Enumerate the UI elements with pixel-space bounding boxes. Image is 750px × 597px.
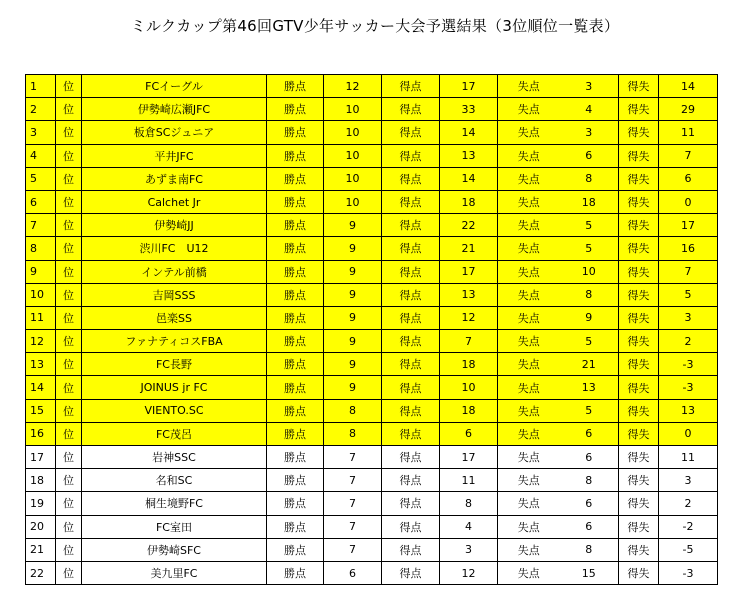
rank-cell: 21 bbox=[26, 538, 56, 561]
goal-diff-label: 得失 bbox=[619, 214, 659, 237]
goals-against-label: 失点 bbox=[498, 422, 560, 445]
goals-for-value: 10 bbox=[440, 376, 498, 399]
goals-for-value: 17 bbox=[440, 446, 498, 469]
rank-suffix: 位 bbox=[56, 561, 82, 584]
rank-cell: 9 bbox=[26, 260, 56, 283]
goals-against-label: 失点 bbox=[498, 515, 560, 538]
rank-suffix: 位 bbox=[56, 422, 82, 445]
win-points-label: 勝点 bbox=[267, 515, 324, 538]
goals-against-value: 9 bbox=[560, 306, 619, 329]
win-points-label: 勝点 bbox=[267, 469, 324, 492]
win-points-value: 9 bbox=[324, 306, 382, 329]
goals-against-value: 6 bbox=[560, 492, 619, 515]
table-row bbox=[26, 260, 718, 283]
rank-cell: 8 bbox=[26, 237, 56, 260]
team-name: 伊勢崎SFC bbox=[82, 538, 267, 561]
rank-suffix: 位 bbox=[56, 190, 82, 213]
table-row bbox=[26, 561, 718, 584]
goals-against-value: 8 bbox=[560, 283, 619, 306]
win-points-label: 勝点 bbox=[267, 75, 324, 98]
goal-diff-value: 6 bbox=[659, 167, 718, 190]
rank-suffix: 位 bbox=[56, 167, 82, 190]
goals-against-label: 失点 bbox=[498, 214, 560, 237]
rank-suffix: 位 bbox=[56, 306, 82, 329]
win-points-label: 勝点 bbox=[267, 190, 324, 213]
goals-against-value: 6 bbox=[560, 144, 619, 167]
win-points-label: 勝点 bbox=[267, 538, 324, 561]
goals-for-label: 得点 bbox=[382, 353, 440, 376]
goals-against-value: 18 bbox=[560, 190, 619, 213]
team-name: FC室田 bbox=[82, 515, 267, 538]
win-points-label: 勝点 bbox=[267, 306, 324, 329]
rank-suffix: 位 bbox=[56, 121, 82, 144]
goals-against-label: 失点 bbox=[498, 376, 560, 399]
goal-diff-label: 得失 bbox=[619, 469, 659, 492]
goal-diff-label: 得失 bbox=[619, 399, 659, 422]
goals-for-label: 得点 bbox=[382, 144, 440, 167]
rank-suffix: 位 bbox=[56, 376, 82, 399]
team-name: インテル前橋 bbox=[82, 260, 267, 283]
goal-diff-label: 得失 bbox=[619, 330, 659, 353]
rank-suffix: 位 bbox=[56, 330, 82, 353]
team-name: VIENTO.SC bbox=[82, 399, 267, 422]
rank-cell: 4 bbox=[26, 144, 56, 167]
goals-for-label: 得点 bbox=[382, 515, 440, 538]
goal-diff-value: 7 bbox=[659, 260, 718, 283]
win-points-value: 6 bbox=[324, 561, 382, 584]
goal-diff-value: 2 bbox=[659, 492, 718, 515]
win-points-value: 9 bbox=[324, 376, 382, 399]
win-points-value: 7 bbox=[324, 538, 382, 561]
goal-diff-label: 得失 bbox=[619, 283, 659, 306]
rank-cell: 16 bbox=[26, 422, 56, 445]
goals-for-label: 得点 bbox=[382, 446, 440, 469]
win-points-label: 勝点 bbox=[267, 353, 324, 376]
team-name: FC茂呂 bbox=[82, 422, 267, 445]
table-row bbox=[26, 492, 718, 515]
goal-diff-label: 得失 bbox=[619, 306, 659, 329]
rank-cell: 18 bbox=[26, 469, 56, 492]
win-points-label: 勝点 bbox=[267, 330, 324, 353]
goal-diff-value: 2 bbox=[659, 330, 718, 353]
goal-diff-label: 得失 bbox=[619, 353, 659, 376]
win-points-label: 勝点 bbox=[267, 214, 324, 237]
goals-for-value: 4 bbox=[440, 515, 498, 538]
win-points-value: 8 bbox=[324, 422, 382, 445]
rank-suffix: 位 bbox=[56, 237, 82, 260]
win-points-label: 勝点 bbox=[267, 121, 324, 144]
team-name: 邑楽SS bbox=[82, 306, 267, 329]
goals-against-value: 3 bbox=[560, 121, 619, 144]
table-row bbox=[26, 353, 718, 376]
goal-diff-label: 得失 bbox=[619, 538, 659, 561]
goal-diff-value: 16 bbox=[659, 237, 718, 260]
win-points-value: 9 bbox=[324, 214, 382, 237]
goals-against-label: 失点 bbox=[498, 446, 560, 469]
rank-suffix: 位 bbox=[56, 353, 82, 376]
rank-cell: 2 bbox=[26, 98, 56, 121]
team-name: 渋川FC U12 bbox=[82, 237, 267, 260]
rank-suffix: 位 bbox=[56, 492, 82, 515]
goal-diff-label: 得失 bbox=[619, 515, 659, 538]
win-points-value: 7 bbox=[324, 515, 382, 538]
goal-diff-value: -3 bbox=[659, 353, 718, 376]
win-points-value: 9 bbox=[324, 237, 382, 260]
rank-suffix: 位 bbox=[56, 538, 82, 561]
win-points-label: 勝点 bbox=[267, 399, 324, 422]
rank-suffix: 位 bbox=[56, 214, 82, 237]
win-points-value: 10 bbox=[324, 190, 382, 213]
goals-for-value: 17 bbox=[440, 75, 498, 98]
goal-diff-label: 得失 bbox=[619, 260, 659, 283]
table-row bbox=[26, 446, 718, 469]
goals-for-value: 22 bbox=[440, 214, 498, 237]
table-row bbox=[26, 538, 718, 561]
goal-diff-label: 得失 bbox=[619, 422, 659, 445]
goals-against-value: 5 bbox=[560, 237, 619, 260]
table-row bbox=[26, 399, 718, 422]
win-points-label: 勝点 bbox=[267, 237, 324, 260]
goals-against-value: 3 bbox=[560, 75, 619, 98]
goal-diff-value: -3 bbox=[659, 561, 718, 584]
goals-against-label: 失点 bbox=[498, 237, 560, 260]
goals-against-label: 失点 bbox=[498, 330, 560, 353]
goal-diff-label: 得失 bbox=[619, 237, 659, 260]
goals-for-label: 得点 bbox=[382, 283, 440, 306]
table-row bbox=[26, 121, 718, 144]
goal-diff-value: -3 bbox=[659, 376, 718, 399]
goals-for-value: 18 bbox=[440, 399, 498, 422]
goals-for-label: 得点 bbox=[382, 538, 440, 561]
goals-against-label: 失点 bbox=[498, 306, 560, 329]
table-row bbox=[26, 330, 718, 353]
rank-suffix: 位 bbox=[56, 399, 82, 422]
rank-cell: 7 bbox=[26, 214, 56, 237]
goals-for-label: 得点 bbox=[382, 214, 440, 237]
team-name: 板倉SCジュニア bbox=[82, 121, 267, 144]
goals-against-value: 8 bbox=[560, 538, 619, 561]
win-points-value: 10 bbox=[324, 167, 382, 190]
table-row bbox=[26, 98, 718, 121]
win-points-value: 10 bbox=[324, 121, 382, 144]
win-points-value: 7 bbox=[324, 446, 382, 469]
goal-diff-label: 得失 bbox=[619, 75, 659, 98]
win-points-value: 10 bbox=[324, 144, 382, 167]
goals-against-label: 失点 bbox=[498, 283, 560, 306]
rank-cell: 6 bbox=[26, 190, 56, 213]
win-points-value: 7 bbox=[324, 492, 382, 515]
goal-diff-value: 13 bbox=[659, 399, 718, 422]
goal-diff-label: 得失 bbox=[619, 492, 659, 515]
goal-diff-value: 7 bbox=[659, 144, 718, 167]
rank-cell: 19 bbox=[26, 492, 56, 515]
goals-against-value: 15 bbox=[560, 561, 619, 584]
rank-cell: 3 bbox=[26, 121, 56, 144]
win-points-value: 7 bbox=[324, 469, 382, 492]
goals-against-label: 失点 bbox=[498, 561, 560, 584]
win-points-value: 12 bbox=[324, 75, 382, 98]
goals-against-value: 6 bbox=[560, 422, 619, 445]
goals-for-label: 得点 bbox=[382, 260, 440, 283]
team-name: あずま南FC bbox=[82, 167, 267, 190]
goals-for-value: 17 bbox=[440, 260, 498, 283]
table-row bbox=[26, 75, 718, 98]
rank-cell: 11 bbox=[26, 306, 56, 329]
table-row bbox=[26, 237, 718, 260]
rank-cell: 5 bbox=[26, 167, 56, 190]
win-points-label: 勝点 bbox=[267, 283, 324, 306]
team-name: 名和SC bbox=[82, 469, 267, 492]
goal-diff-value: -2 bbox=[659, 515, 718, 538]
team-name: FC長野 bbox=[82, 353, 267, 376]
rank-suffix: 位 bbox=[56, 75, 82, 98]
goals-for-label: 得点 bbox=[382, 561, 440, 584]
win-points-label: 勝点 bbox=[267, 492, 324, 515]
team-name: JOINUS jr FC bbox=[82, 376, 267, 399]
goal-diff-value: 3 bbox=[659, 306, 718, 329]
goals-against-value: 8 bbox=[560, 469, 619, 492]
rank-cell: 15 bbox=[26, 399, 56, 422]
goals-against-label: 失点 bbox=[498, 144, 560, 167]
goals-for-label: 得点 bbox=[382, 469, 440, 492]
goals-against-label: 失点 bbox=[498, 98, 560, 121]
table-row bbox=[26, 283, 718, 306]
goal-diff-label: 得失 bbox=[619, 190, 659, 213]
table-row bbox=[26, 144, 718, 167]
goals-against-value: 5 bbox=[560, 399, 619, 422]
goals-against-value: 21 bbox=[560, 353, 619, 376]
team-name: FCイーグル bbox=[82, 75, 267, 98]
goals-for-value: 18 bbox=[440, 353, 498, 376]
goals-against-value: 6 bbox=[560, 446, 619, 469]
goal-diff-label: 得失 bbox=[619, 167, 659, 190]
goals-for-label: 得点 bbox=[382, 98, 440, 121]
goals-for-value: 18 bbox=[440, 190, 498, 213]
win-points-label: 勝点 bbox=[267, 446, 324, 469]
goals-for-value: 12 bbox=[440, 306, 498, 329]
goals-for-value: 33 bbox=[440, 98, 498, 121]
rank-cell: 1 bbox=[26, 75, 56, 98]
goals-for-value: 11 bbox=[440, 469, 498, 492]
goals-for-label: 得点 bbox=[382, 492, 440, 515]
goals-against-label: 失点 bbox=[498, 75, 560, 98]
goals-against-label: 失点 bbox=[498, 353, 560, 376]
goals-for-value: 21 bbox=[440, 237, 498, 260]
goals-for-label: 得点 bbox=[382, 167, 440, 190]
team-name: 岩神SSC bbox=[82, 446, 267, 469]
goals-for-value: 14 bbox=[440, 167, 498, 190]
win-points-label: 勝点 bbox=[267, 98, 324, 121]
goals-against-label: 失点 bbox=[498, 260, 560, 283]
team-name: 伊勢崎JJ bbox=[82, 214, 267, 237]
win-points-label: 勝点 bbox=[267, 167, 324, 190]
table-row bbox=[26, 306, 718, 329]
goal-diff-value: 0 bbox=[659, 422, 718, 445]
page-title: ミルクカップ第46回GTV少年サッカー大会予選結果（3位順位一覧表） bbox=[130, 17, 620, 35]
goal-diff-label: 得失 bbox=[619, 446, 659, 469]
goal-diff-value: 17 bbox=[659, 214, 718, 237]
team-name: Calchet Jr bbox=[82, 190, 267, 213]
goals-for-label: 得点 bbox=[382, 376, 440, 399]
goals-for-label: 得点 bbox=[382, 121, 440, 144]
goals-against-label: 失点 bbox=[498, 167, 560, 190]
goals-against-label: 失点 bbox=[498, 538, 560, 561]
goals-against-value: 5 bbox=[560, 330, 619, 353]
team-name: 平井JFC bbox=[82, 144, 267, 167]
win-points-label: 勝点 bbox=[267, 422, 324, 445]
table-row bbox=[26, 190, 718, 213]
table-row bbox=[26, 515, 718, 538]
win-points-value: 9 bbox=[324, 260, 382, 283]
goals-for-value: 7 bbox=[440, 330, 498, 353]
goals-for-label: 得点 bbox=[382, 75, 440, 98]
goals-for-label: 得点 bbox=[382, 237, 440, 260]
rank-suffix: 位 bbox=[56, 283, 82, 306]
goal-diff-value: -5 bbox=[659, 538, 718, 561]
goals-for-value: 14 bbox=[440, 121, 498, 144]
rank-cell: 17 bbox=[26, 446, 56, 469]
win-points-label: 勝点 bbox=[267, 561, 324, 584]
standings-body bbox=[26, 75, 718, 585]
rank-cell: 20 bbox=[26, 515, 56, 538]
goal-diff-label: 得失 bbox=[619, 144, 659, 167]
team-name: ファナティコスFBA bbox=[82, 330, 267, 353]
win-points-label: 勝点 bbox=[267, 260, 324, 283]
goals-for-value: 3 bbox=[440, 538, 498, 561]
rank-cell: 12 bbox=[26, 330, 56, 353]
table-row bbox=[26, 376, 718, 399]
goals-against-value: 10 bbox=[560, 260, 619, 283]
win-points-label: 勝点 bbox=[267, 144, 324, 167]
team-name: 桐生境野FC bbox=[82, 492, 267, 515]
rank-suffix: 位 bbox=[56, 144, 82, 167]
goal-diff-value: 3 bbox=[659, 469, 718, 492]
team-name: 伊勢崎広瀬JFC bbox=[82, 98, 267, 121]
goals-against-value: 4 bbox=[560, 98, 619, 121]
goals-against-label: 失点 bbox=[498, 492, 560, 515]
win-points-value: 9 bbox=[324, 283, 382, 306]
standings-table bbox=[25, 74, 718, 585]
rank-suffix: 位 bbox=[56, 515, 82, 538]
goal-diff-label: 得失 bbox=[619, 121, 659, 144]
goals-for-label: 得点 bbox=[382, 330, 440, 353]
rank-cell: 10 bbox=[26, 283, 56, 306]
goals-against-value: 6 bbox=[560, 515, 619, 538]
rank-cell: 22 bbox=[26, 561, 56, 584]
goals-for-value: 13 bbox=[440, 144, 498, 167]
goal-diff-value: 11 bbox=[659, 446, 718, 469]
table-row bbox=[26, 469, 718, 492]
win-points-label: 勝点 bbox=[267, 376, 324, 399]
goals-for-label: 得点 bbox=[382, 422, 440, 445]
goals-for-label: 得点 bbox=[382, 306, 440, 329]
goal-diff-value: 29 bbox=[659, 98, 718, 121]
win-points-value: 9 bbox=[324, 353, 382, 376]
team-name: 吉岡SSS bbox=[82, 283, 267, 306]
win-points-value: 8 bbox=[324, 399, 382, 422]
goals-for-label: 得点 bbox=[382, 399, 440, 422]
goals-for-label: 得点 bbox=[382, 190, 440, 213]
rank-cell: 14 bbox=[26, 376, 56, 399]
goals-against-label: 失点 bbox=[498, 469, 560, 492]
goals-for-value: 12 bbox=[440, 561, 498, 584]
goal-diff-label: 得失 bbox=[619, 376, 659, 399]
rank-suffix: 位 bbox=[56, 98, 82, 121]
goals-for-value: 6 bbox=[440, 422, 498, 445]
goal-diff-value: 11 bbox=[659, 121, 718, 144]
goals-against-label: 失点 bbox=[498, 190, 560, 213]
table-row bbox=[26, 422, 718, 445]
goals-against-label: 失点 bbox=[498, 121, 560, 144]
goal-diff-value: 5 bbox=[659, 283, 718, 306]
win-points-value: 10 bbox=[324, 98, 382, 121]
table-row bbox=[26, 214, 718, 237]
win-points-value: 9 bbox=[324, 330, 382, 353]
goals-for-value: 8 bbox=[440, 492, 498, 515]
rank-cell: 13 bbox=[26, 353, 56, 376]
team-name: 美九里FC bbox=[82, 561, 267, 584]
table-row bbox=[26, 167, 718, 190]
goals-for-value: 13 bbox=[440, 283, 498, 306]
goals-against-value: 13 bbox=[560, 376, 619, 399]
goal-diff-value: 14 bbox=[659, 75, 718, 98]
goals-against-value: 8 bbox=[560, 167, 619, 190]
goals-against-label: 失点 bbox=[498, 399, 560, 422]
goals-against-value: 5 bbox=[560, 214, 619, 237]
goal-diff-label: 得失 bbox=[619, 98, 659, 121]
rank-suffix: 位 bbox=[56, 260, 82, 283]
rank-suffix: 位 bbox=[56, 469, 82, 492]
rank-suffix: 位 bbox=[56, 446, 82, 469]
goal-diff-label: 得失 bbox=[619, 561, 659, 584]
goal-diff-value: 0 bbox=[659, 190, 718, 213]
